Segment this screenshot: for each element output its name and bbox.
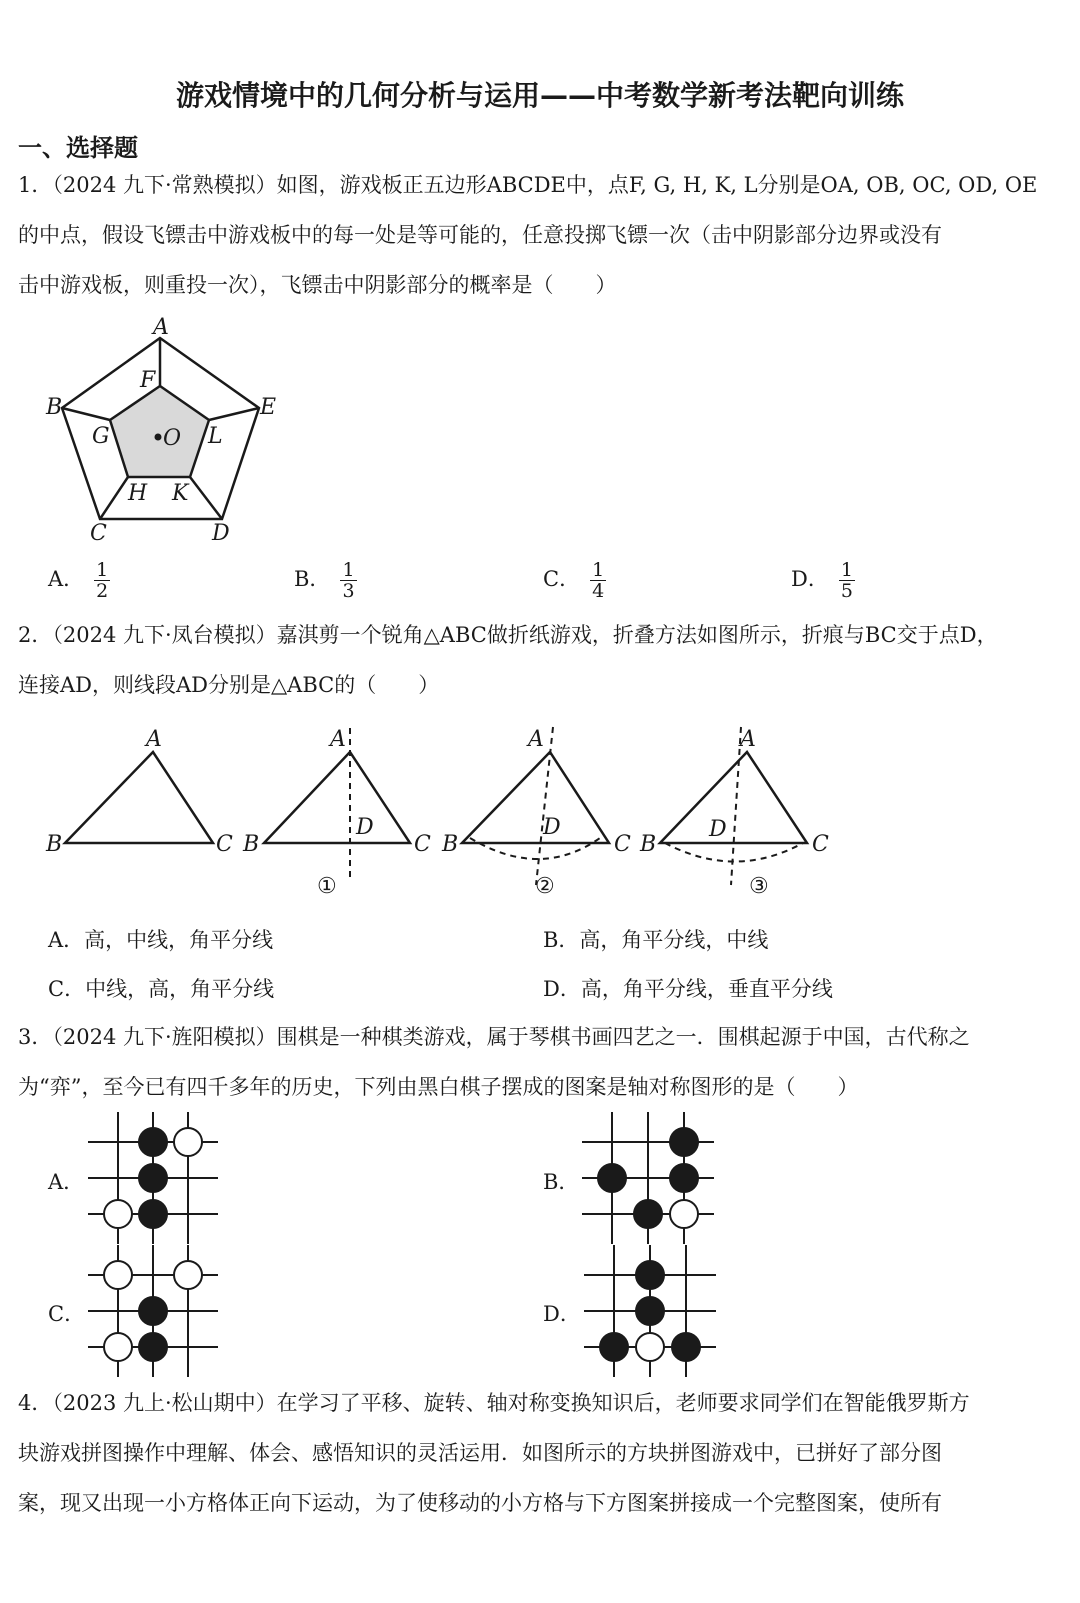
- go-board-d: [584, 1245, 716, 1377]
- label-C: C: [216, 832, 233, 857]
- fraction: $\frac{1}{4}$: [592, 559, 605, 602]
- q3-option-b[interactable]: B．: [543, 1170, 580, 1194]
- white-stone: [174, 1128, 202, 1156]
- q4-line-3: 案，现又出现一小方格体正向下运动，为了使移动的小方格与下方图案拼接成一个完整图案，使所有: [18, 1491, 942, 1515]
- label-A: A: [528, 727, 544, 752]
- label-K: K: [172, 481, 189, 506]
- label-C: C: [614, 832, 631, 857]
- black-stone: [139, 1128, 167, 1156]
- black-stone: [634, 1200, 662, 1228]
- q2-option-d[interactable]: D．高，角平分线，垂直平分线: [543, 977, 833, 1001]
- page-title: 游戏情境中的几何分析与运用——中考数学新考法靶向训练: [175, 79, 904, 112]
- white-stone: [174, 1261, 202, 1289]
- black-stone: [600, 1333, 628, 1361]
- label-L: L: [208, 424, 223, 449]
- q1-line-1: 1．（2024 九下·常熟模拟）如图，游戏板正五边形ABCDE中，点F, G, H, K, L分别是OA, OB, OC, OD, OE: [18, 173, 1038, 197]
- q2-option-b[interactable]: B．高，角平分线，中线: [543, 928, 769, 952]
- fraction: $\frac{1}{3}$: [342, 559, 355, 602]
- label-B: B: [640, 832, 657, 857]
- q1-line-3: 击中游戏板，则重投一次），飞镖击中阴影部分的概率是（ ）: [18, 273, 617, 297]
- section-heading: 一、选择题: [18, 134, 138, 162]
- black-stone: [636, 1261, 664, 1289]
- q3-option-d[interactable]: D．: [543, 1302, 581, 1326]
- fraction: $\frac{1}{5}$: [840, 559, 853, 602]
- q3-line-2: 为“弈”，至今已有四千多年的历史，下列由黑白棋子摆成的图案是轴对称图形的是（ ）: [18, 1075, 859, 1099]
- label-F: F: [140, 368, 156, 393]
- q1-option-c-letter: C．: [543, 567, 581, 591]
- label-B: B: [46, 395, 63, 420]
- label-B: B: [243, 832, 260, 857]
- question-4-text: [18, 1378, 1062, 1528]
- go-board-b: [582, 1112, 714, 1244]
- q4-line-1: 4．（2023 九上·松山期中）在学习了平移、旋转、轴对称变换知识后，老师要求同学们在智能俄罗斯方: [18, 1391, 970, 1415]
- label-B: B: [46, 832, 63, 857]
- white-stone: [104, 1333, 132, 1361]
- label-G: G: [92, 424, 110, 449]
- q1-option-a-letter: A．: [48, 567, 85, 591]
- black-stone: [598, 1164, 626, 1192]
- label-A: A: [740, 727, 756, 752]
- black-stone: [670, 1164, 698, 1192]
- go-board-a: [88, 1112, 218, 1244]
- q1-option-b-letter: B．: [294, 567, 331, 591]
- fraction: $\frac{1}{2}$: [96, 559, 109, 602]
- label-D: D: [543, 815, 561, 840]
- label-E: E: [260, 395, 277, 420]
- white-stone: [104, 1261, 132, 1289]
- q3-option-a[interactable]: A．: [48, 1170, 85, 1194]
- black-stone: [139, 1297, 167, 1325]
- black-stone: [636, 1297, 664, 1325]
- q2-line-2: 连接AD，则线段AD分别是△ABC的（ ）: [18, 673, 440, 697]
- black-stone: [139, 1200, 167, 1228]
- q2-option-a[interactable]: A．高，中线，角平分线: [48, 928, 274, 952]
- q2-line-1: 2．（2024 九下·凤台模拟）嘉淇剪一个锐角△ABC做折纸游戏，折叠方法如图所示，折痕与BC交于点D，: [18, 623, 998, 647]
- white-stone: [670, 1200, 698, 1228]
- q1-line-2: 的中点，假设飞镖击中游戏板中的每一处是等可能的，任意投掷飞镖一次（击中阴影部分边界或没有: [18, 223, 942, 247]
- figure-number-2: ②: [535, 874, 555, 899]
- black-stone: [139, 1164, 167, 1192]
- q3-line-1: 3．（2024 九下·旌阳模拟）围棋是一种棋类游戏，属于琴棋书画四艺之一．围棋起源于中国，古代称之: [18, 1025, 970, 1049]
- white-stone: [636, 1333, 664, 1361]
- black-stone: [139, 1333, 167, 1361]
- figure-number-3: ③: [749, 874, 769, 899]
- q1-option-d-letter: D．: [791, 567, 829, 591]
- figure-number-1: ①: [317, 874, 337, 899]
- label-D: D: [356, 815, 374, 840]
- q2-option-c[interactable]: C．中线，高，角平分线: [48, 977, 275, 1001]
- label-D: D: [212, 521, 230, 546]
- white-stone: [104, 1200, 132, 1228]
- label-A: A: [330, 727, 346, 752]
- q3-option-c[interactable]: C．: [48, 1302, 86, 1326]
- black-stone: [672, 1333, 700, 1361]
- black-stone: [670, 1128, 698, 1156]
- label-H: H: [128, 481, 148, 506]
- label-O: O: [163, 426, 182, 451]
- label-D: D: [709, 817, 727, 842]
- label-C: C: [414, 832, 431, 857]
- label-C: C: [812, 832, 829, 857]
- q4-line-2: 块游戏拼图操作中理解、体会、感悟知识的灵活运用．如图所示的方块拼图游戏中，已拼好了部分图: [18, 1441, 942, 1465]
- label-A: A: [153, 315, 169, 340]
- label-B: B: [442, 832, 459, 857]
- go-board-c: [88, 1245, 218, 1377]
- label-A: A: [146, 727, 162, 752]
- label-C: C: [90, 521, 107, 546]
